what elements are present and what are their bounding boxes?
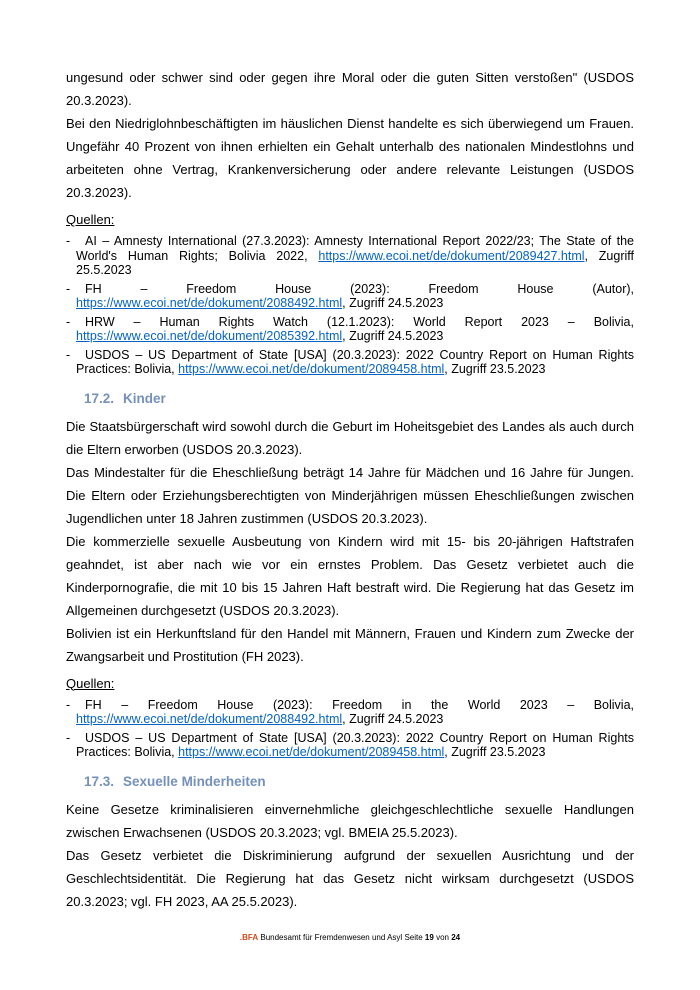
source-link[interactable]: https://www.ecoi.net/de/dokument/2085392.html <box>76 329 343 343</box>
section-heading-17-2 <box>66 391 634 406</box>
source-text-post: , Zugriff 24.5.2023 <box>342 296 444 310</box>
dash-marker: - <box>66 697 71 712</box>
sources-label: Quellen: <box>66 675 115 691</box>
dash-marker: - <box>66 347 71 362</box>
source-item <box>66 348 634 377</box>
source-item <box>66 698 634 727</box>
source-link[interactable]: https://www.ecoi.net/de/dokument/2089427.html <box>318 248 585 263</box>
footer-von-label: von <box>436 933 449 942</box>
paragraph: Die Staatsbürgerschaft wird sowohl durch die Geburt im Hoheitsgebiet des Landes als auch durch die Eltern erworben (USDOS 20.3.2023). <box>66 418 634 457</box>
source-text-pre: FH – Freedom House (2023): Freedom House (Autor), <box>85 281 634 296</box>
source-link[interactable]: https://www.ecoi.net/de/dokument/2089458.html <box>178 745 445 759</box>
source-item <box>66 282 634 311</box>
source-link[interactable]: https://www.ecoi.net/de/dokument/2088492.html <box>76 296 343 310</box>
source-text-pre: AI – Amnesty International (27.3.2023): Amnesty International Report 2022/23; The State of the World's Human Rights; Bolivia 2022, <box>76 234 634 263</box>
source-item <box>66 731 634 760</box>
source-text-pre: HRW – Human Rights Watch (12.1.2023): World Report 2023 – Bolivia, <box>85 314 634 329</box>
paragraph: Das Gesetz verbietet die Diskriminierung aufgrund der sexuellen Ausrichtung und der Geschlechtsidentität. Die Regierung hat das Gesetz nicht wirksam durchgesetzt (USDOS 20.3.2023; vgl. FH 2023, AA 25.5.2023). <box>66 847 634 909</box>
paragraph: Das Mindestalter für die Eheschließung beträgt 14 Jahre für Mädchen und 16 Jahre für Jungen. Die Eltern oder Erziehungsberechtigten von Minderjährigen müssen Eheschließungen zwischen Jugendlichen unter 18 Jahren zustimmen (USDOS 20.3.2023). <box>66 464 634 526</box>
page-footer <box>0 933 700 943</box>
bfa-logo: .BFA <box>239 933 259 942</box>
source-text-post: , Zugriff 24.5.2023 <box>342 329 444 343</box>
source-link[interactable]: https://www.ecoi.net/de/dokument/2088492.html <box>76 712 343 726</box>
source-text-pre: USDOS – US Department of State [USA] (20.3.2023): 2022 Country Report on Human Rights Practices: Bolivia, <box>76 730 634 759</box>
dash-marker: - <box>66 281 71 296</box>
paragraph: Bei den Niedriglohnbeschäftigten im häuslichen Dienst handelte es sich überwiegend um Frauen. Ungefähr 40 Prozent von ihnen erhielten ein Gehalt unterhalb des nationalen Mindestlohns und arbeiteten ohne Vertrag, Krankenversicherung oder andere relevante Leistungen (USDOS 20.3.2023). <box>66 116 634 200</box>
source-item <box>66 234 634 278</box>
section-title: Kinder <box>123 390 166 406</box>
section-heading-17-3 <box>66 774 634 789</box>
source-text-post: , Zugriff 25.5.2023 <box>76 248 634 277</box>
source-text-pre: FH – Freedom House (2023): Freedom in the World 2023 – Bolivia, <box>85 697 634 712</box>
section-title: Sexuelle Minderheiten <box>123 773 266 789</box>
paragraph: Die kommerzielle sexuelle Ausbeutung von Kindern wird mit 15- bis 20-jährigen Haftstrafen geahndet, ist aber nach wie vor ein ernstes Problem. Das Gesetz verbietet auch die Kinderpornografie, die mit 10 bis 15 Jahren Haft bestraft wird. Die Regierung hat das Gesetz im Allgemeinen durchgesetzt (USDOS 20.3.2023). <box>66 533 634 618</box>
source-link[interactable]: https://www.ecoi.net/de/dokument/2089458.html <box>178 362 445 376</box>
source-text-post: , Zugriff 23.5.2023 <box>444 745 546 759</box>
footer-page-number: 19 <box>424 933 434 942</box>
paragraph: Keine Gesetze kriminalisieren einvernehmliche gleichgeschlechtliche sexuelle Handlungen zwischen Erwachsenen (USDOS 20.3.2023; vgl. BMEIA 25.5.2023). <box>66 801 634 840</box>
source-text-post: , Zugriff 24.5.2023 <box>342 712 444 726</box>
dash-marker: - <box>66 234 71 248</box>
sources-block <box>66 675 634 760</box>
source-text-pre: USDOS – US Department of State [USA] (20.3.2023): 2022 Country Report on Human Rights Practices: Bolivia, <box>76 347 634 376</box>
sources-block <box>66 211 634 377</box>
paragraph: Bolivien ist ein Herkunftsland für den Handel mit Männern, Frauen und Kindern zum Zwecke der Zwangsarbeit und Prostitution (FH 2023). <box>66 625 634 664</box>
sources-label: Quellen: <box>66 212 115 227</box>
footer-seite-label: Seite <box>404 933 423 942</box>
source-text-post: , Zugriff 23.5.2023 <box>444 362 546 376</box>
section-number: 17.3. <box>84 773 115 789</box>
section-number: 17.2. <box>84 390 115 406</box>
dash-marker: - <box>66 730 71 745</box>
footer-page-total: 24 <box>451 933 461 942</box>
footer-org: Bundesamt für Fremdenwesen und Asyl <box>260 933 403 942</box>
source-item <box>66 315 634 344</box>
paragraph: ungesund oder schwer sind oder gegen ihre Moral oder die guten Sitten verstoßen" (USDOS 20.3.2023). <box>66 70 634 108</box>
dash-marker: - <box>66 314 71 329</box>
